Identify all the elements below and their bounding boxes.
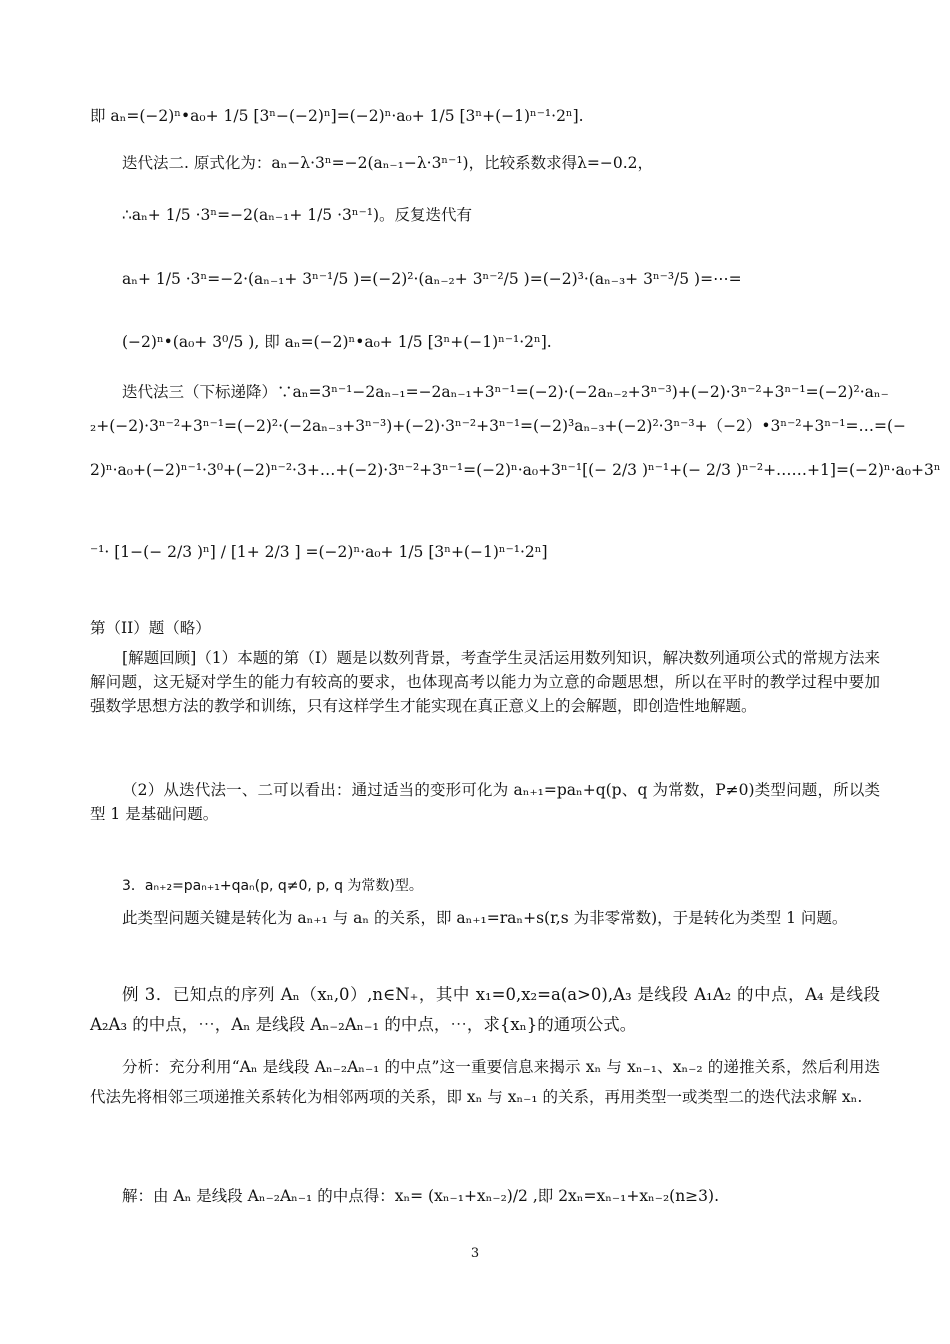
- eq-therefore-line: ∴aₙ+ 1/5 ·3ⁿ=−2(aₙ₋₁+ 1/5 ·3ⁿ⁻¹)。反复迭代有: [122, 206, 473, 224]
- example-3: 例 3．已知点的序列 Aₙ（xₙ,0）,n∈N₊，其中 x₁=0,x₂=a(a>0),A₃ 是线段 A₁A₂ 的中点，A₄ 是线段 A₂A₃ 的中点，⋯，Aₙ 是线段 Aₙ₋₂Aₙ₋₁ 的中点，⋯，求{xₙ}的通项公式。: [90, 985, 880, 1034]
- eq-continuation-1: ₂+(−2)·3ⁿ⁻²+3ⁿ⁻¹=(−2)²·(−2aₙ₋₃+3ⁿ⁻³)+(−2)·3ⁿ⁻²+3ⁿ⁻¹=(−2)³aₙ₋₃+(−2)²·3ⁿ⁻³+（−2）•3ⁿ⁻²+3ⁿ⁻¹=…=(−: [90, 417, 906, 435]
- part-two-title: 第（II）题（略）: [90, 619, 211, 637]
- type-3-description: 此类型问题关键是转化为 aₙ₊₁ 与 aₙ 的关系，即 aₙ₊₁=raₙ+s(r,s 为非零常数)，于是转化为类型 1 问题。: [122, 909, 848, 927]
- eq-continuation-2: 2)ⁿ·a₀+(−2)ⁿ⁻¹·3⁰+(−2)ⁿ⁻²·3+…+(−2)·3ⁿ⁻²+3ⁿ⁻¹=(−2)ⁿ·a₀+3ⁿ⁻¹[(− 2/3 )ⁿ⁻¹+(− 2/3 )ⁿ⁻²+……+1]=(−2)ⁿ·a₀+3ⁿ: [90, 461, 941, 479]
- solution-line: 解：由 Aₙ 是线段 Aₙ₋₂Aₙ₋₁ 的中点得：xₙ= (xₙ₋₁+xₙ₋₂)/2 ,即 2xₙ=xₙ₋₁+xₙ₋₂(n≥3).: [122, 1187, 720, 1205]
- eq-line-1: 即 aₙ=(−2)ⁿ•a₀+ 1/5 [3ⁿ−(−2)ⁿ]=(−2)ⁿ·a₀+ 1/5 [3ⁿ+(−1)ⁿ⁻¹·2ⁿ].: [90, 107, 584, 125]
- eq-iteration-chain: aₙ+ 1/5 ·3ⁿ=−2·(aₙ₋₁+ 3ⁿ⁻¹/5 )=(−2)²·(aₙ₋₂+ 3ⁿ⁻²/5 )=(−2)³·(aₙ₋₃+ 3ⁿ⁻³/5 )=⋯=: [122, 270, 742, 288]
- analysis: 分析：充分利用“Aₙ 是线段 Aₙ₋₂Aₙ₋₁ 的中点”这一重要信息来揭示 xₙ 与 xₙ₋₁、xₙ₋₂ 的递推关系，然后利用迭代法先将相邻三项递推关系转化为相邻两项的关系，即 xₙ 与 xₙ₋₁ 的关系，再用类型一或类型二的迭代法求解 xₙ.: [90, 1058, 880, 1106]
- eq-continuation-3: ⁻¹· [1−(− 2/3 )ⁿ] / [1+ 2/3 ] =(−2)ⁿ·a₀+ 1/5 [3ⁿ+(−1)ⁿ⁻¹·2ⁿ]: [90, 543, 548, 561]
- iteration-method-three: 迭代法三（下标递降）∵aₙ=3ⁿ⁻¹−2aₙ₋₁=−2aₙ₋₁+3ⁿ⁻¹=(−2)·(−2aₙ₋₂+3ⁿ⁻³)+(−2)·3ⁿ⁻²+3ⁿ⁻¹=(−2)²·aₙ₋: [122, 383, 889, 401]
- solution-review-1: [解题回顾]（1）本题的第（I）题是以数列背景，考查学生灵活运用数列知识，解决数列通项公式的常规方法来解问题，这无疑对学生的能力有较高的要求，也体现高考以能力为立意的命题思想，所以在平时的教学过程中要加强数学思想方法的教学和训练，只有这样学生才能实现在真正意义上的会解题，即创造性地解题。: [90, 649, 880, 715]
- solution-review-2: （2）从迭代法一、二可以看出：通过适当的变形可化为 aₙ₊₁=paₙ+q(p、q 为常数，P≠0)类型问题，所以类型 1 是基础问题。: [90, 781, 880, 823]
- iteration-method-two: 迭代法二. 原式化为：aₙ−λ·3ⁿ=−2(aₙ₋₁−λ·3ⁿ⁻¹)，比较系数求得λ=−0.2，: [122, 154, 654, 172]
- page-number: 3: [470, 1246, 480, 1261]
- type-3-heading: 3．aₙ₊₂=paₙ₊₁+qaₙ(p, q≠0, p, q 为常数)型。: [122, 878, 423, 894]
- eq-iteration-result: (−2)ⁿ•(a₀+ 3⁰/5 ), 即 aₙ=(−2)ⁿ•a₀+ 1/5 [3ⁿ+(−1)ⁿ⁻¹·2ⁿ].: [122, 333, 552, 351]
